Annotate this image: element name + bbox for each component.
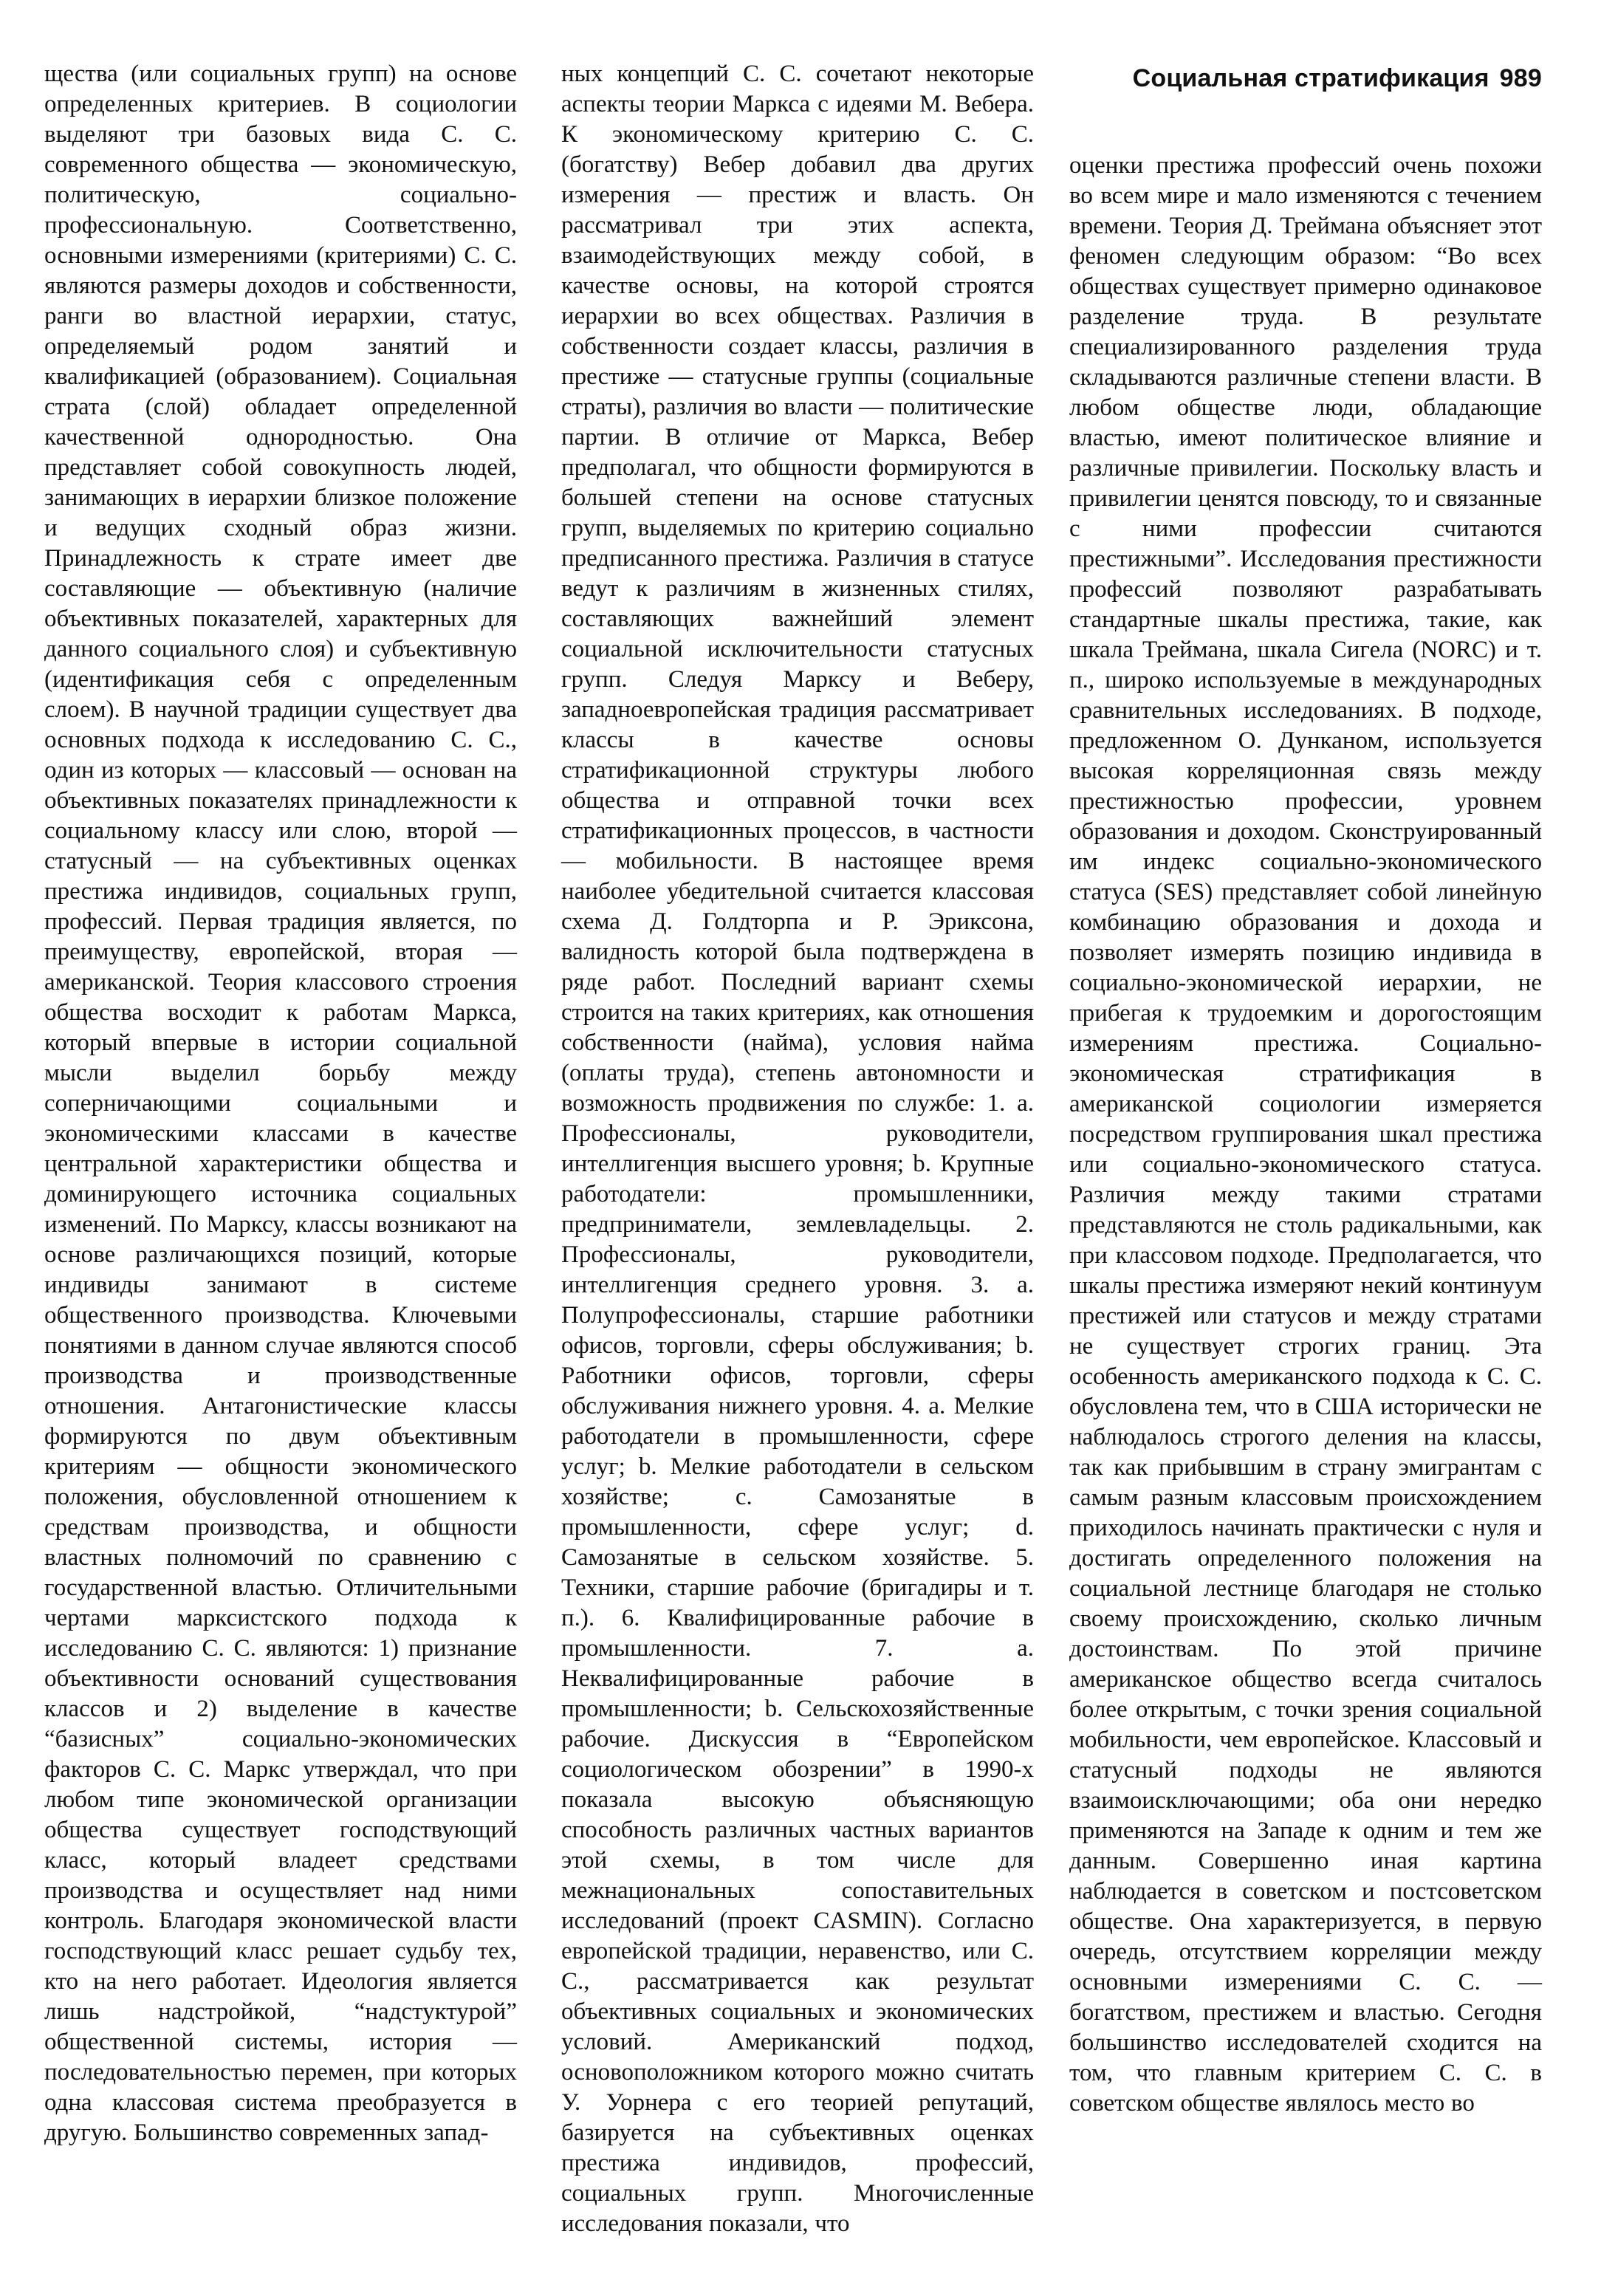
page-number: 989 [1499, 64, 1542, 92]
column-1-text: щества (или социальных групп) на основе определенных критериев. В социологии выделяют три базовых вида С. С. современного общества — экономическую, политическую, социально-профессиональную. Соответственно, основными измерениями (критериями) С. С. являются размеры доходов и собственности, ранги во властной иерархии, статус, определяемый родом занятий и квалификацией (образованием). Социальная страта (слой) обладает определенной качественной однородностью. Она представляет собой совокупность людей, занимающих в иерархии близкое положение и ведущих сходный образ жизни. Принадлежность к страте имеет две составляющие — объективную (наличие объективных показателей, характерных для данного социального слоя) и субъективную (идентификация себя с определенным слоем). В научной традиции существует два основных подхода к исследованию С. С., один из которых — классовый — основан на объективных показателях принадлежности к социальному классу или слою, второй — статусный — на субъективных оценках престижа индивидов, социальных групп, профессий. Первая традиция является, по преимуществу, европейской, вторая — американской. Теория классового строения общества восходит к работам Маркса, который впервые в истории социальной мысли выделил борьбу между соперничающими социальными и экономическими классами в качестве центральной характеристики общества и доминирующего источника социальных изменений. По Марксу, классы возникают на основе различающихся позиций, которые индивиды занимают в системе общественного производства. Ключевыми понятиями в данном случае являются способ производства и производственные отношения. Антагонистические классы формируются по двум объективным критериям — общности экономического положения, обусловленной отношением к средствам производства, и общности властных полномочий по сравнению с государственной властью. Отличительными чертами марксистского подхода к исследованию С. С. являются: 1) признание объективности оснований существования классов и 2) выделение в качестве “базисных” социально-экономических факторов С. С. Маркс утверждал, что при любом типе экономической организации общества существует господствующий класс, который владеет средствами производства и осуществляет над ними контроль. Благодаря экономической власти господствующий класс решает судьбу тех, кто на него работает. Идеология является лишь надстройкой, “надстуктурой” общественной системы, история — последовательностью перемен, при которых одна классовая система преобразуется в другую. Большинство современных запад- [44, 61, 517, 2146]
text-column-3 [1069, 151, 1542, 2278]
running-title: Социальная стратификация [1132, 64, 1489, 92]
column-2-text: ных концепций С. С. сочетают некоторые аспекты теории Маркса с идеями М. Вебера. К экономическому критерию С. С. (богатству) Вебер добавил два других измерения — престиж и власть. Он рассматривал три этих аспекта, взаимодействующих между собой, в качестве основы, на которой строятся иерархии во всех обществах. Различия в собственности создает классы, различия в престиже — статусные группы (социальные страты), различия во власти — политические партии. В отличие от Маркса, Вебер предполагал, что общности формируются в большей степени на основе статусных групп, выделяемых по критерию социально предписанного престижа. Различия в статусе ведут к различиям в жизненных стилях, составляющих важнейший элемент социальной исключительности статусных групп. Следуя Марксу и Веберу, западноевропейская традиция рассматривает классы в качестве основы стратификационной структуры любого общества и отправной точки всех стратификационных процессов, в частности — мобильности. В настоящее время наиболее убедительной считается классовая схема Д. Голдторпа и Р. Эриксона, валидность которой была подтверждена в ряде работ. Последний вариант схемы строится на таких критериях, как отношения собственности (найма), условия найма (оплаты труда), степень автономности и возможность продвижения по службе: 1. a. Профессионалы, руководители, интеллигенция высшего уровня; b. Крупные работодатели: промышленники, предприниматели, землевладельцы. 2. Профессионалы, руководители, интеллигенция среднего уровня. 3. a. Полупрофессионалы, старшие работники офисов, торговли, сферы обслуживания; b. Работники офисов, торговли, сферы обслуживания нижнего уровня. 4. a. Мелкие работодатели в промышленности, сфере услуг; b. Мелкие работодатели в сельском хозяйстве; c. Самозанятые в промышленности, сфере услуг; d. Самозанятые в сельском хозяйстве. 5. Техники, старшие рабочие (бригадиры и т. п.). 6. Квалифицированные рабочие в промышленности. 7. a. Неквалифицированные рабочие в промышленности; b. Сельскохозяйственные рабочие. Дискуссия в “Европейском социологическом обозрении” в 1990-х показала высокую объясняющую способность различных частных вариантов этой схемы, в том числе для межнациональных сопоставительных исследований (проект CASMIN). Согласно европейской традиции, неравенство, или С. С., рассматривается как результат объективных социальных и экономических условий. Американский подход, основоположником которого можно считать У. Уорнера с его теорией репутаций, базируется на субъективных оценках престижа индивидов, профессий, социальных групп. Многочисленные исследования показали, что [561, 61, 1034, 2237]
text-column-1 [44, 59, 517, 2275]
running-header [1059, 62, 1542, 95]
column-3-text: оценки престижа профессий очень похожи во всем мире и мало изменяются с течением времени. Теория Д. Треймана объясняет этот феномен следующим образом: “Во всех обществах существует примерно одинаковое разделение труда. В результате специализированного разделения труда складываются различные степени власти. В любом обществе люди, обладающие властью, имеют политическое влияние и различные привилегии. Поскольку власть и привилегии ценятся повсюду, то и связанные с ними профессии считаются престижными”. Исследования престижности профессий позволяют разрабатывать стандартные шкалы престижа, такие, как шкала Треймана, шкала Сигела (NORC) и т. п., широко используемые в международных сравнительных исследованиях. В подходе, предложенном О. Дунканом, используется высокая корреляционная связь между престижностью профессии, уровнем образования и доходом. Сконструированный им индекс социально-экономического статуса (SES) представляет собой линейную комбинацию образования и дохода и позволяет измерять позицию индивида в социально-экономической иерархии, не прибегая к трудоемким и дорогостоящим измерениям престижа. Социально-экономическая стратификация в американской социологии измеряется посредством группирования шкал престижа или социально-экономического статуса. Различия между такими стратами представляются не столь радикальными, как при классовом подходе. Предполагается, что шкалы престижа измеряют некий континуум престижей или статусов и между стратами не существует строгих границ. Эта особенность американского подхода к С. С. обусловлена тем, что в США исторически не наблюдалось строгого деления на классы, так как прибывшим в страну эмигрантам с самым разным классовым происхождением приходилось начинать практически с нуля и достигать определенного положения на социальной лестнице благодаря не столько своему происхождению, сколько личным достоинствам. По этой причине американское общество всегда считалось более открытым, с точки зрения социальной мобильности, чем европейское. Классовый и статусный подходы не являются взаимоисключающими; оба они нередко применяются на Западе к одним и тем же данным. Совершенно иная картина наблюдается в советском и постсоветском обществе. Она характеризуется, в первую очередь, отсутствием корреляции между основными измерениями С. С. — богатством, престижем и властью. Сегодня большинство исследователей сходится на том, что главным критерием С. С. в советском обществе являлось место во [1069, 152, 1542, 2117]
text-column-2 [561, 59, 1034, 2275]
